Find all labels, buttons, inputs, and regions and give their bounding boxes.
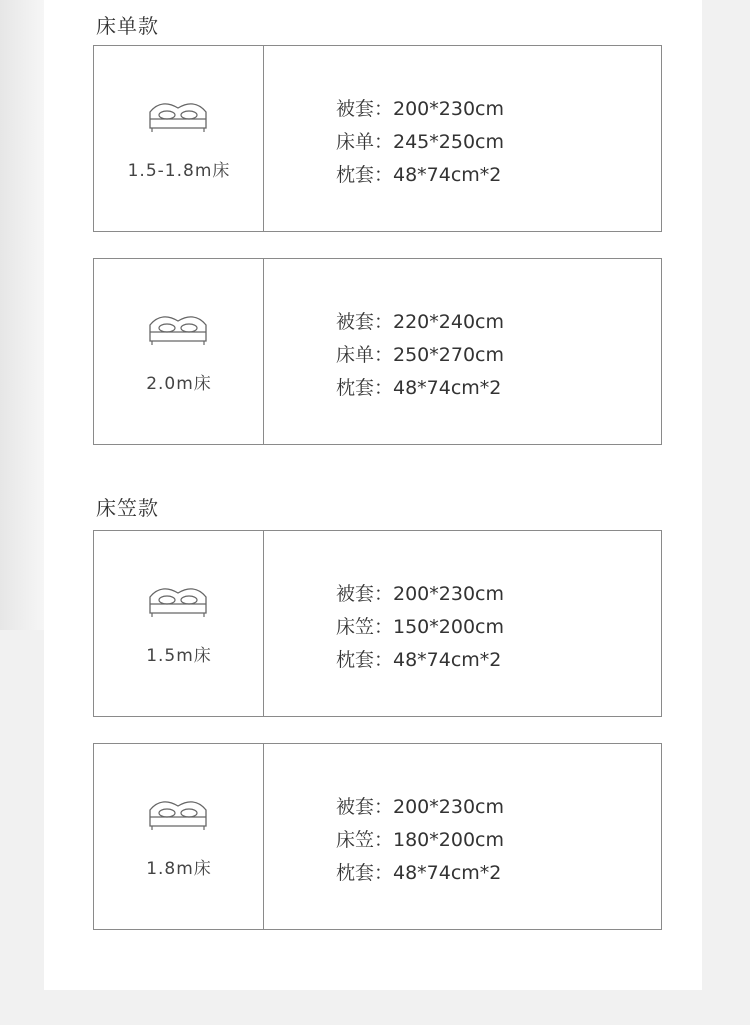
spec-line-duvet: 被套：200*230cm bbox=[336, 98, 504, 120]
size-cell bbox=[94, 531, 264, 716]
size-card-2 bbox=[93, 258, 662, 445]
bed-icon bbox=[146, 98, 210, 134]
section-title-fitted: 床笠款 bbox=[96, 496, 159, 520]
spec-line-duvet: 被套：200*230cm bbox=[336, 583, 504, 605]
size-cell bbox=[94, 259, 264, 444]
size-cell bbox=[94, 744, 264, 929]
spec-line-pillowcase: 枕套：48*74cm*2 bbox=[336, 164, 502, 186]
bed-size-label: 1.5m床 bbox=[146, 646, 212, 666]
spec-line-sheet: 床单：245*250cm bbox=[336, 131, 504, 153]
background-shadow bbox=[0, 0, 44, 630]
spec-line-pillowcase: 枕套：48*74cm*2 bbox=[336, 862, 502, 884]
spec-line-pillowcase: 枕套：48*74cm*2 bbox=[336, 377, 502, 399]
spec-list bbox=[336, 93, 504, 192]
spec-line-fitted-sheet: 床笠：180*200cm bbox=[336, 829, 504, 851]
spec-line-sheet: 床单：250*270cm bbox=[336, 344, 504, 366]
size-cell bbox=[94, 46, 264, 231]
spec-list bbox=[336, 791, 504, 890]
bed-size-label: 1.5-1.8m床 bbox=[127, 161, 231, 181]
spec-list bbox=[336, 306, 504, 405]
spec-line-duvet: 被套：220*240cm bbox=[336, 311, 504, 333]
spec-list bbox=[336, 578, 504, 677]
bed-icon bbox=[146, 311, 210, 347]
size-card-1 bbox=[93, 45, 662, 232]
section-title-sheet: 床单款 bbox=[96, 14, 159, 38]
size-card-3 bbox=[93, 530, 662, 717]
bed-size-label: 2.0m床 bbox=[146, 374, 212, 394]
bed-size-label: 1.8m床 bbox=[146, 859, 212, 879]
size-card-4 bbox=[93, 743, 662, 930]
bed-icon bbox=[146, 796, 210, 832]
bed-icon bbox=[146, 583, 210, 619]
spec-line-fitted-sheet: 床笠：150*200cm bbox=[336, 616, 504, 638]
spec-line-pillowcase: 枕套：48*74cm*2 bbox=[336, 649, 502, 671]
spec-line-duvet: 被套：200*230cm bbox=[336, 796, 504, 818]
